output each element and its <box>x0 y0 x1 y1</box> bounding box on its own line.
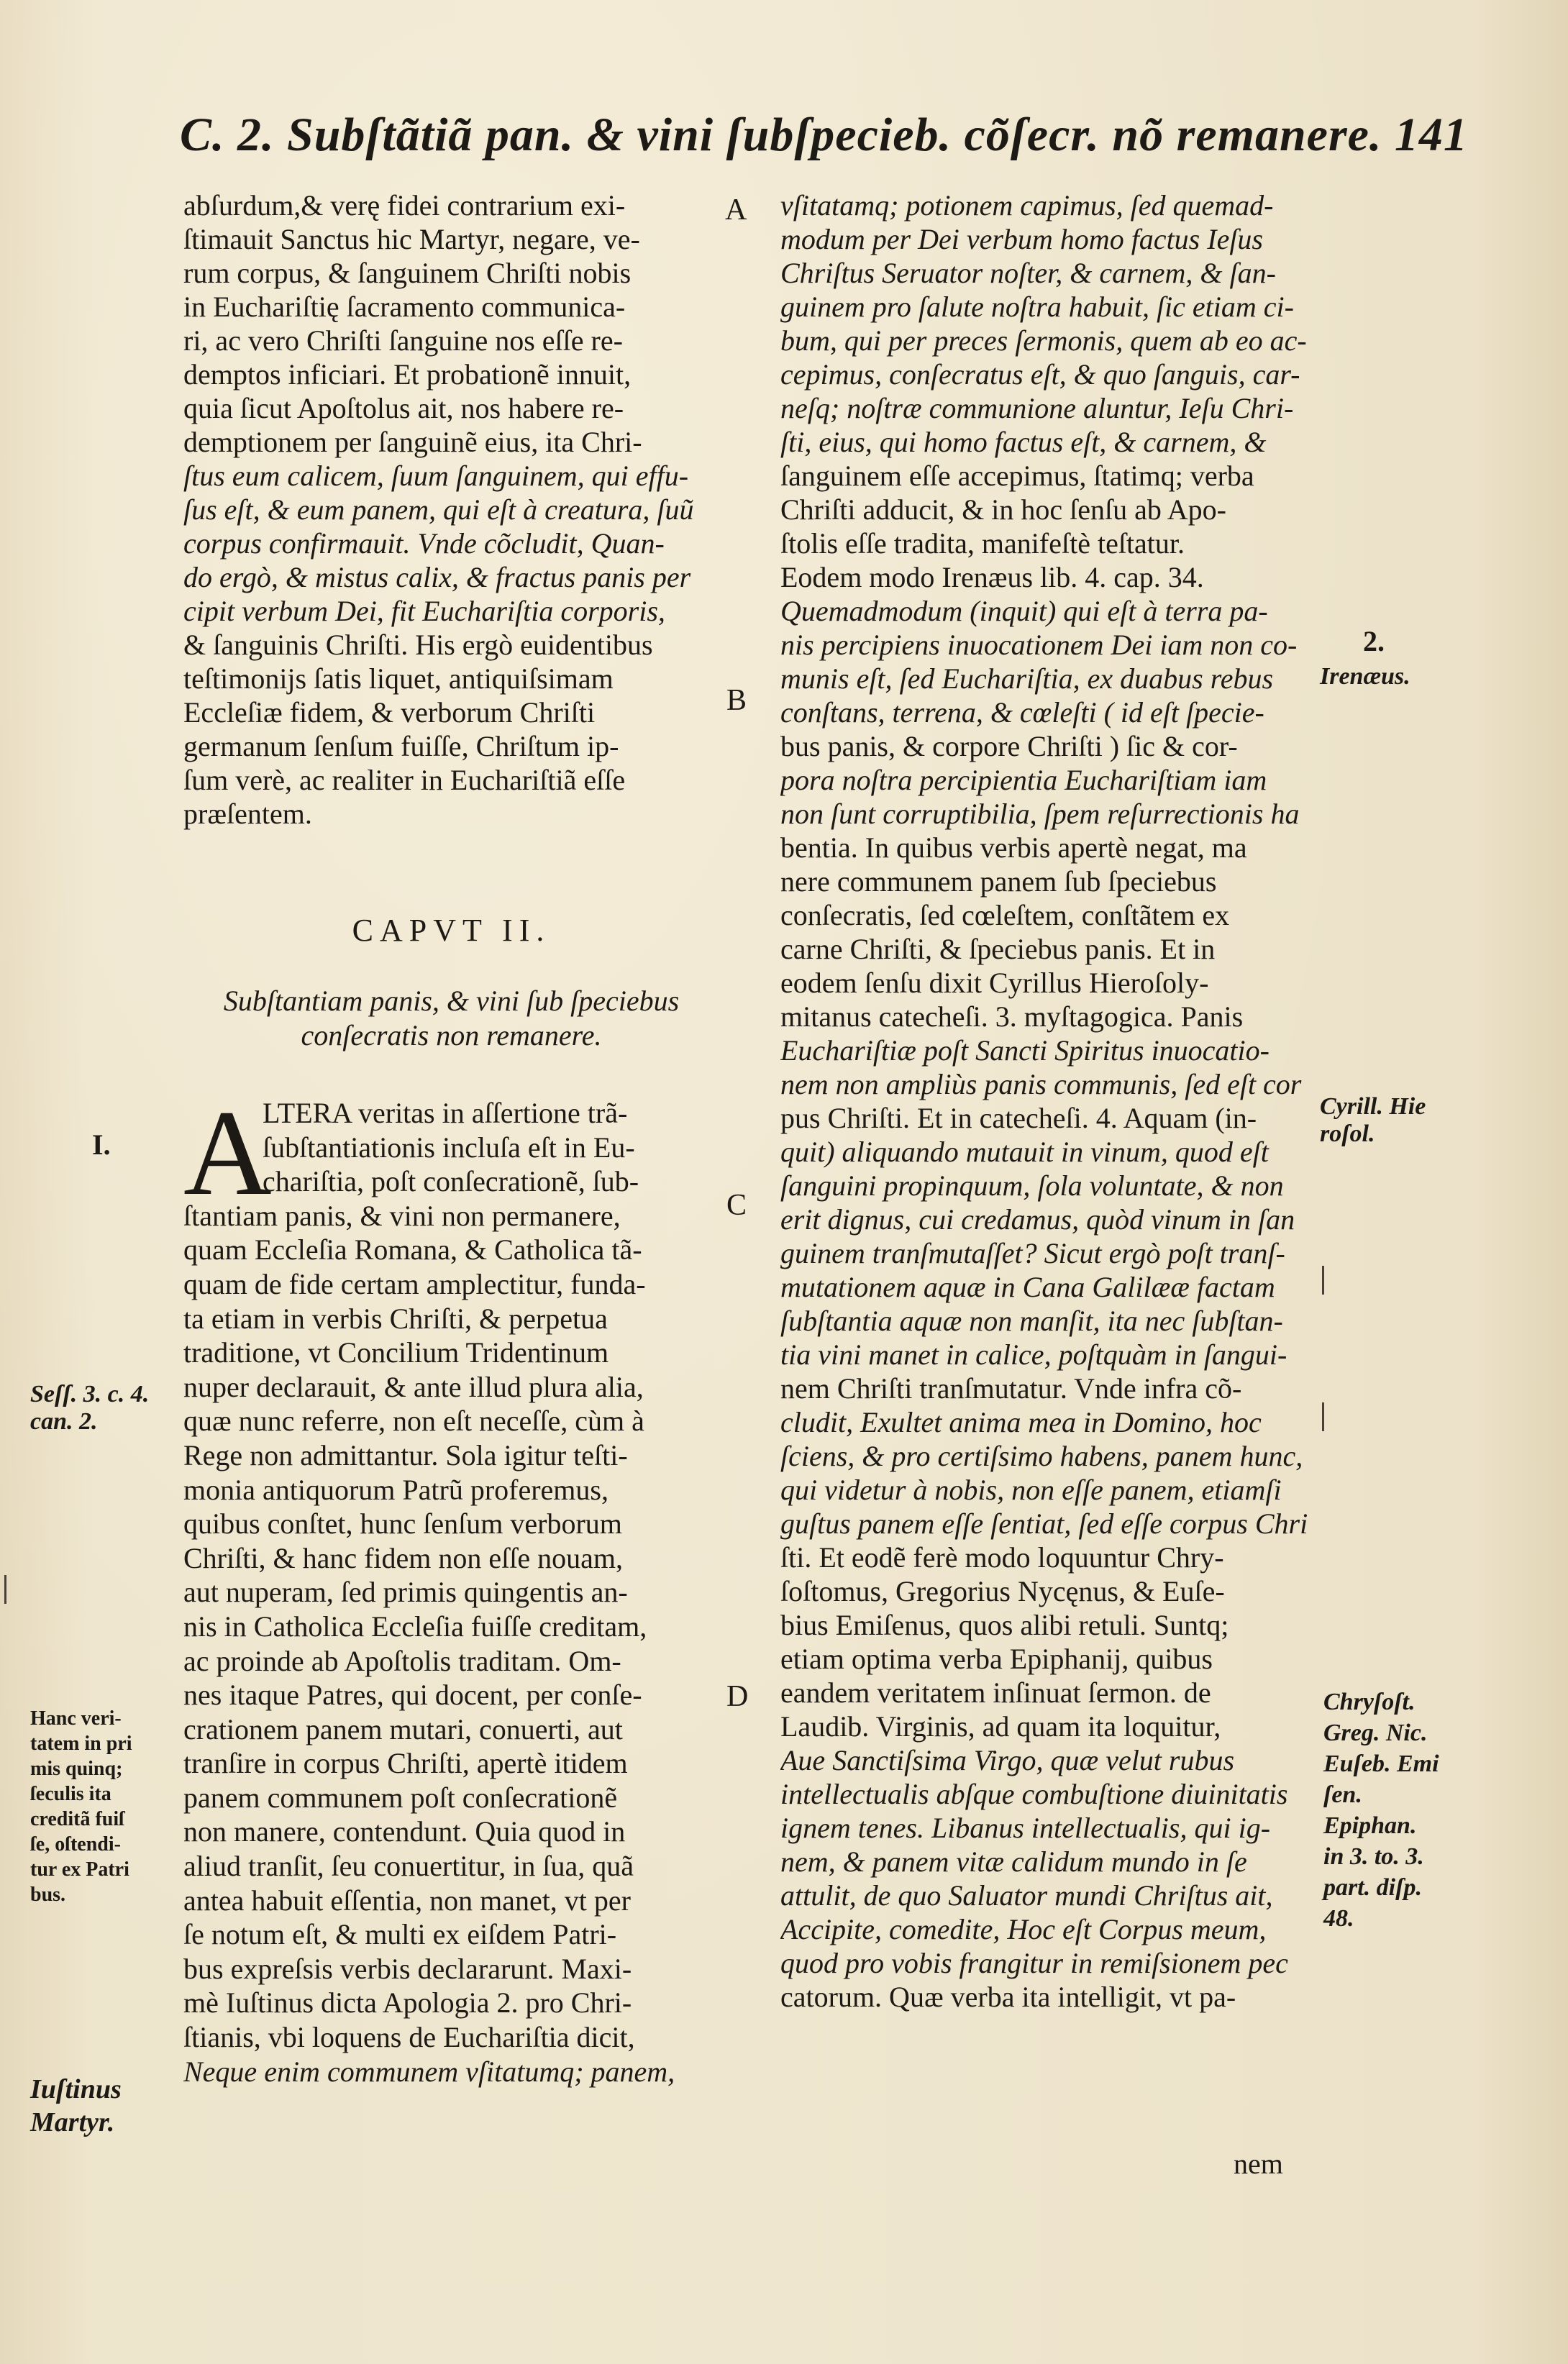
text-line: panem communem poſt conſecrationẽ <box>183 1781 618 1814</box>
text-line: modum per Dei verbum homo factus Ieſus <box>780 223 1263 255</box>
margin-note-line: part. diſp. <box>1323 1874 1422 1901</box>
text-line: demptos inficiari. Et probationẽ innuit, <box>183 358 632 391</box>
text-line: non manere, contendunt. Quia quod in <box>183 1815 626 1848</box>
text-line: Chriſti, & hanc fidem non eſſe nouam, <box>183 1541 623 1574</box>
text-line: ſtimauit Sanctus hic Martyr, negare, ve- <box>183 223 640 255</box>
text-line: tia vini manet in calice, poſtquàm in ſangui- <box>780 1338 1287 1371</box>
text-line: Eccleſiæ fidem, & verborum Chriſti <box>183 696 596 729</box>
margin-note-line: Iuſtinus <box>30 2074 122 2104</box>
text-line: & ſanguinis Chriſti. His ergò euidentibus <box>183 629 653 661</box>
chapter-subtitle-line-2: conſecratis non remanere. <box>301 1019 602 1051</box>
margin-note-session-line: Seſſ. 3. c. 4. <box>30 1381 150 1407</box>
section-letter-d: D <box>726 1680 749 1713</box>
text-line: ta etiam in verbis Chriſti, & perpetua <box>183 1302 608 1335</box>
text-line: tranſire in corpus Chriſti, apertè itidem <box>183 1747 628 1780</box>
text-line: nes itaque Patres, qui docent, per conſe- <box>183 1679 642 1712</box>
text-line: in Euchariſtię ſacramento communica- <box>183 291 626 323</box>
drop-cap: A <box>183 1085 272 1220</box>
text-line: ſoſtomus, Gregorius Nycęnus, & Euſe- <box>780 1575 1225 1607</box>
text-line: crationem panem mutari, conuerti, aut <box>183 1712 623 1745</box>
text-line: munis eſt, ſed Euchariſtia, ex duabus rebus <box>780 662 1274 695</box>
text-line: do ergò, & mistus calix, & fractus panis per <box>183 561 691 593</box>
text-line: ſanguini propinquum, ſola voluntate, & non <box>780 1169 1284 1202</box>
text-line: ri, ac vero Chriſti ſanguine nos eſſe re- <box>183 324 623 357</box>
text-line: quæ nunc referre, non eſt neceſſe, cùm à <box>183 1405 644 1438</box>
text-line: cipit verbum Dei, fit Euchariſtia corporis, <box>183 595 665 627</box>
text-line: qui videtur à nobis, non eſſe panem, etiamſi <box>780 1474 1282 1506</box>
margin-tick-mark <box>1322 1266 1324 1295</box>
text-line: aliud tranſit, ſeu conuertitur, in ſua, quã <box>183 1850 634 1883</box>
text-line: ſtantiam panis, & vini non permanere, <box>183 1199 621 1232</box>
text-line: bius Emiſenus, quos alibi retuli. Suntq; <box>780 1609 1229 1641</box>
text-line: eodem ſenſu dixit Cyrillus Hieroſoly- <box>780 967 1209 999</box>
text-line: quam Eccleſia Romana, & Catholica tã- <box>183 1233 642 1267</box>
text-line: quia ſicut Apoſtolus ait, nos habere re- <box>183 392 624 424</box>
text-line: abſurdum,& verę fidei contrarium exi- <box>183 189 626 222</box>
margin-tick-mark <box>1322 1402 1324 1431</box>
text-line: nem Chriſti tranſmutatur. Vnde infra cõ- <box>780 1372 1242 1405</box>
text-line: nem, & panem vitæ calidum mundo in ſe <box>780 1845 1247 1878</box>
text-line: ſubſtantia aquæ non manſit, ita nec ſubſtan- <box>780 1305 1283 1337</box>
chapter-title: CAPVT II. <box>352 913 551 948</box>
text-line: bus expreſsis verbis declararunt. Maxi- <box>183 1952 632 1985</box>
text-line: cepimus, conſecratus eſt, & quo ſanguis, car- <box>780 358 1300 391</box>
margin-note-line: tatem in pri <box>30 1733 132 1755</box>
text-line: conſtans, terrena, & cœleſti ( id eſt ſpecie- <box>780 696 1264 729</box>
catchword: nem <box>1234 2148 1283 2180</box>
text-line: ſum verè, ac realiter in Euchariſtiã eſſe <box>183 764 626 796</box>
margin-note-line: Euſeb. Emi <box>1323 1751 1439 1777</box>
text-line: ac proinde ab Apoſtolis traditam. Om- <box>183 1644 621 1677</box>
text-line: Accipite, comedite, Hoc eſt Corpus meum, <box>780 1913 1267 1945</box>
text-line: vſitatamq; potionem capimus, ſed quemad- <box>780 189 1274 222</box>
text-line: quibus conſtet, hunc ſenſum verborum <box>183 1507 622 1541</box>
text-line: ignem tenes. Libanus intellectualis, qui ig- <box>780 1812 1271 1844</box>
text-line: eandem veritatem inſinuat ſermon. de <box>780 1676 1211 1709</box>
margin-note-session-line: can. 2. <box>30 1408 98 1435</box>
margin-note-line: creditã fuiſ <box>30 1808 124 1830</box>
text-line: rum corpus, & ſanguinem Chriſti nobis <box>183 257 632 289</box>
chapter-subtitle <box>183 984 719 1053</box>
margin-note-iustinus <box>30 2073 122 2139</box>
margin-tick-mark <box>4 1575 6 1604</box>
text-line: etiam optima verba Epiphanij, quibus <box>780 1643 1213 1675</box>
text-line: Chriſtus Seruator noſter, & carnem, & ſan- <box>780 257 1276 289</box>
text-line: ſciens, & pro certiſsimo habens, panem hunc, <box>780 1440 1303 1472</box>
text-line: LTERA veritas in aſſertione trã- <box>263 1097 628 1129</box>
text-line: corpus confirmauit. Vnde cõcludit, Quan- <box>183 527 665 560</box>
text-line: quam de fide certam amplectitur, funda- <box>183 1267 646 1300</box>
text-line: mitanus catecheſi. 3. myſtagogica. Panis <box>780 1000 1244 1033</box>
text-line: præſentem. <box>183 798 312 830</box>
text-line: Euchariſtiæ poſt Sancti Spiritus inuocatio- <box>780 1034 1270 1067</box>
margin-note-line: Hanc veri- <box>30 1707 122 1730</box>
margin-note-line: in 3. to. 3. <box>1323 1843 1424 1870</box>
text-line: pora noſtra percipientia Euchariſtiam iam <box>780 764 1267 796</box>
text-line: ſti. Et eodẽ ferè modo loquuntur Chry- <box>780 1541 1224 1574</box>
text-line: erit dignus, cui credamus, quòd vinum in ſan <box>780 1203 1295 1236</box>
margin-note-chrysostom <box>1323 1687 1439 1934</box>
text-line: guſtus panem eſſe ſentiat, ſed eſſe corpus Chri <box>780 1507 1308 1540</box>
text-line: mutationem aquæ in Cana Galilææ factam <box>780 1271 1275 1303</box>
text-line: ſtianis, vbi loquens de Euchariſtia dicit, <box>183 2021 635 2054</box>
text-line: ſtolis eſſe tradita, manifeſtè teſtatur. <box>780 527 1185 560</box>
text-line: Quemadmodum (inquit) qui eſt à terra pa- <box>780 595 1268 627</box>
margin-note-line: Cyrill. Hie <box>1320 1093 1426 1120</box>
text-line: ſubſtantiationis incluſa eſt in Eu- <box>263 1131 635 1164</box>
text-line: Aue Sanctiſsima Virgo, quæ velut rubus <box>780 1744 1235 1776</box>
left-column-top <box>183 188 719 831</box>
text-line: ſanguinem eſſe accepimus, ſtatimq; verba <box>780 460 1254 492</box>
text-line: ſe notum eſt, & multi ex eiſdem Patri- <box>183 1918 617 1951</box>
text-line: traditione, vt Concilium Tridentinum <box>183 1336 609 1369</box>
text-line: carne Chriſti, & ſpeciebus panis. Et in <box>780 933 1216 965</box>
text-line: neſq; noſtræ communione aluntur, Ieſu Chri- <box>780 392 1294 424</box>
text-line: bus panis, & corpore Chriſti ) ſic & cor- <box>780 730 1238 762</box>
text-line: nis in Catholica Eccleſia fuiſſe creditam, <box>183 1610 647 1643</box>
margin-note-line: Epiphan. <box>1323 1812 1417 1839</box>
text-line: teſtimonijs ſatis liquet, antiquiſsimam <box>183 662 614 695</box>
margin-number-2: 2. <box>1363 625 1385 657</box>
right-column <box>780 188 1316 2014</box>
text-line: Eodem modo Irenæus lib. 4. cap. 34. <box>780 561 1204 593</box>
text-line: Neque enim communem vſitatumq; panem, <box>183 2055 675 2088</box>
section-letter-b: B <box>726 684 747 717</box>
text-line: conſecratis, ſed cœleſtem, conſtãtem ex <box>780 899 1230 931</box>
margin-note-line: Chryſoſt. <box>1323 1689 1416 1715</box>
text-line: bentia. In quibus verbis apertè negat, ma <box>780 831 1247 864</box>
margin-note-irenaeus: Irenæus. <box>1320 663 1410 690</box>
text-line: demptionem per ſanguinẽ eius, ita Chri- <box>183 426 642 458</box>
text-line: Chriſti adducit, & in hoc ſenſu ab Apo- <box>780 493 1226 526</box>
text-line: chariſtia, poſt conſecrationẽ, ſub- <box>263 1165 639 1198</box>
text-line: nuper declarauit, & ante illud plura alia, <box>183 1370 644 1403</box>
text-line: aut nuperam, ſed primis quingentis an- <box>183 1576 628 1609</box>
margin-note-line: tur ex Patri <box>30 1858 129 1881</box>
section-letter-c: C <box>726 1189 747 1222</box>
text-line: Rege non admittantur. Sola igitur teſti- <box>183 1438 628 1471</box>
text-line: antea habuit eſſentia, non manet, vt per <box>183 1884 631 1917</box>
margin-number-1: I. <box>92 1128 111 1161</box>
margin-note-line: Greg. Nic. <box>1323 1720 1428 1746</box>
text-line: nis percipiens inuocationem Dei iam non co- <box>780 629 1298 661</box>
text-line: pus Chriſti. Et in catecheſi. 4. Aquam (in- <box>780 1102 1257 1134</box>
text-line: quit) aliquando mutauit in vinum, quod eſt <box>780 1136 1269 1168</box>
text-line: intellectualis abſque combuſtione diuinitatis <box>780 1778 1288 1810</box>
margin-note-line: ſe, oſtendi- <box>30 1833 121 1856</box>
margin-note-line: mis quinq; <box>30 1758 123 1780</box>
text-line: cludit, Exultet anima mea in Domino, hoc <box>780 1406 1262 1438</box>
section-letter-a: A <box>725 193 747 227</box>
text-line: attulit, de quo Saluator mundi Chriſtus ait, <box>780 1879 1273 1912</box>
text-line: guinem pro ſalute noſtra habuit, ſic etiam ci- <box>780 291 1294 323</box>
text-line: ſtus eum calicem, ſuum ſanguinem, qui effu- <box>183 460 689 492</box>
margin-note-session <box>30 1381 149 1436</box>
margin-note-line: 48. <box>1323 1905 1354 1932</box>
text-line: mè Iuſtinus dicta Apologia 2. pro Chri- <box>183 1986 632 2020</box>
margin-note-line: ſeculis ita <box>30 1783 111 1805</box>
margin-note-line: roſol. <box>1320 1121 1375 1147</box>
margin-note-cyrill <box>1320 1093 1426 1148</box>
text-line: nere communem panem ſub ſpeciebus <box>780 865 1217 898</box>
text-line: ſti, eius, qui homo factus eſt, & carnem, & <box>780 426 1267 458</box>
margin-note-line: bus. <box>30 1884 66 1906</box>
text-line: Laudib. Virginis, ad quam ita loquitur, <box>780 1710 1221 1743</box>
text-line: ſus eſt, & eum panem, qui eſt à creatura, ſuũ <box>183 493 694 526</box>
margin-note-line: ſen. <box>1323 1781 1362 1808</box>
chapter-subtitle-line-1: Subſtantiam panis, & vini ſub ſpeciebus <box>223 985 680 1017</box>
text-line: germanum ſenſum fuiſſe, Chriſtum ip- <box>183 730 619 762</box>
margin-note-hanc-veritatem <box>30 1706 132 1907</box>
text-line: quod pro vobis frangitur in remiſsionem pec <box>780 1947 1288 1979</box>
left-column-body <box>183 1096 719 2089</box>
text-line: catorum. Quæ verba ita intelligit, vt pa- <box>780 1981 1236 2013</box>
text-line: monia antiquorum Patrũ proferemus, <box>183 1473 608 1506</box>
text-line: nem non ampliùs panis communis, ſed eſt cor <box>780 1068 1302 1100</box>
margin-note-line: Martyr. <box>30 2107 115 2137</box>
text-line: non ſunt corruptibilia, ſpem reſurrectionis ha <box>780 798 1300 830</box>
text-line: bum, qui per preces ſermonis, quem ab eo ac- <box>780 324 1307 357</box>
running-header: C. 2. Subſtãtiã pan. & vini ſubſpecieb. cõſecr. nõ remanere. 141 <box>180 109 1468 161</box>
text-line: guinem tranſmutaſſet? Sicut ergò poſt tranſ- <box>780 1237 1285 1269</box>
